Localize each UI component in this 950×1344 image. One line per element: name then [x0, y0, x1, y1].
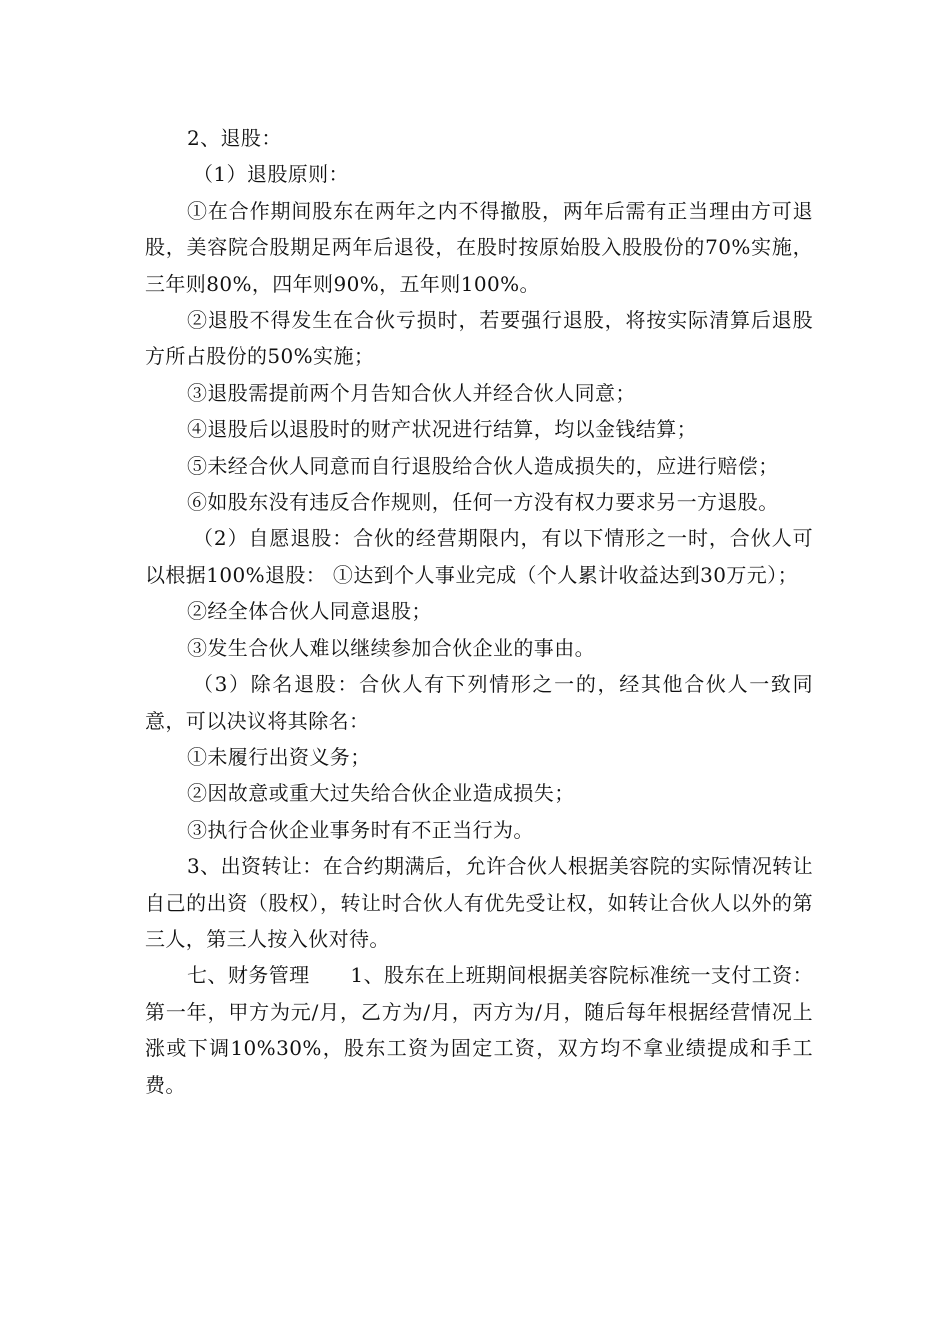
paragraph-expulsion-item-3: ③执行合伙企业事务时有不正当行为。 [187, 817, 534, 842]
paragraph-principle-5: ⑤未经合伙人同意而自行退股给合伙人造成损失的，应进行赔偿； [187, 453, 779, 478]
paragraph-voluntary-item-2: ②经全体合伙人同意退股； [187, 599, 432, 624]
paragraph-expulsion-item-2: ②因故意或重大过失给合伙企业造成损失； [187, 781, 575, 806]
paragraph-financial-management: 七、财务管理 1、股东在上班期间根据美容院标准统一支付工资：第一年，甲方为元/月，乙方为/月，丙方为/月，随后每年根据经营情况上涨或下调10%30%，股东工资为固定工资，双方均不拿业绩提成和手工费。 [145, 963, 813, 1097]
paragraph-principle-4: ④退股后以退股时的财产状况进行结算，均以金钱结算； [187, 417, 697, 442]
paragraph-principle-1: ①在合作期间股东在两年之内不得撤股，两年后需有正当理由方可退股，美容院合股期足两年后退役，在股时按原始股入股股份的70%实施，三年则80%，四年则90%，五年则100%。 [145, 198, 813, 296]
paragraph-principle-3: ③退股需提前两个月告知合伙人并经合伙人同意； [187, 380, 636, 405]
paragraph-voluntary-withdrawal: （2）自愿退股：合伙的经营期限内，有以下情形之一时，合伙人可以根据100%退股： ①达到个人事业完成（个人累计收益达到30万元）； [145, 526, 813, 587]
paragraph-voluntary-item-3: ③发生合伙人难以继续参加合伙企业的事由。 [187, 635, 595, 660]
section-heading-withdrawal: 2、退股： [187, 126, 282, 150]
paragraph-expulsion-withdrawal: （3）除名退股：合伙人有下列情形之一的，经其他合伙人一致同意，可以决议将其除名： [145, 672, 813, 733]
document-page [145, 120, 813, 1103]
subsection-heading-principles: （1）退股原则： [193, 162, 349, 187]
paragraph-expulsion-item-1: ①未履行出资义务； [187, 744, 371, 769]
paragraph-principle-2: ②退股不得发生在合伙亏损时，若要强行退股，将按实际清算后退股方所占股份的50%实施； [145, 308, 813, 369]
paragraph-principle-6: ⑥如股东没有违反合作规则，任何一方没有权力要求另一方退股。 [187, 490, 779, 515]
paragraph-capital-transfer: 3、出资转让：在合约期满后，允许合伙人根据美容院的实际情况转让自己的出资（股权），转让时合伙人有优先受让权，如转让合伙人以外的第三人，第三人按入伙对待。 [145, 854, 813, 951]
